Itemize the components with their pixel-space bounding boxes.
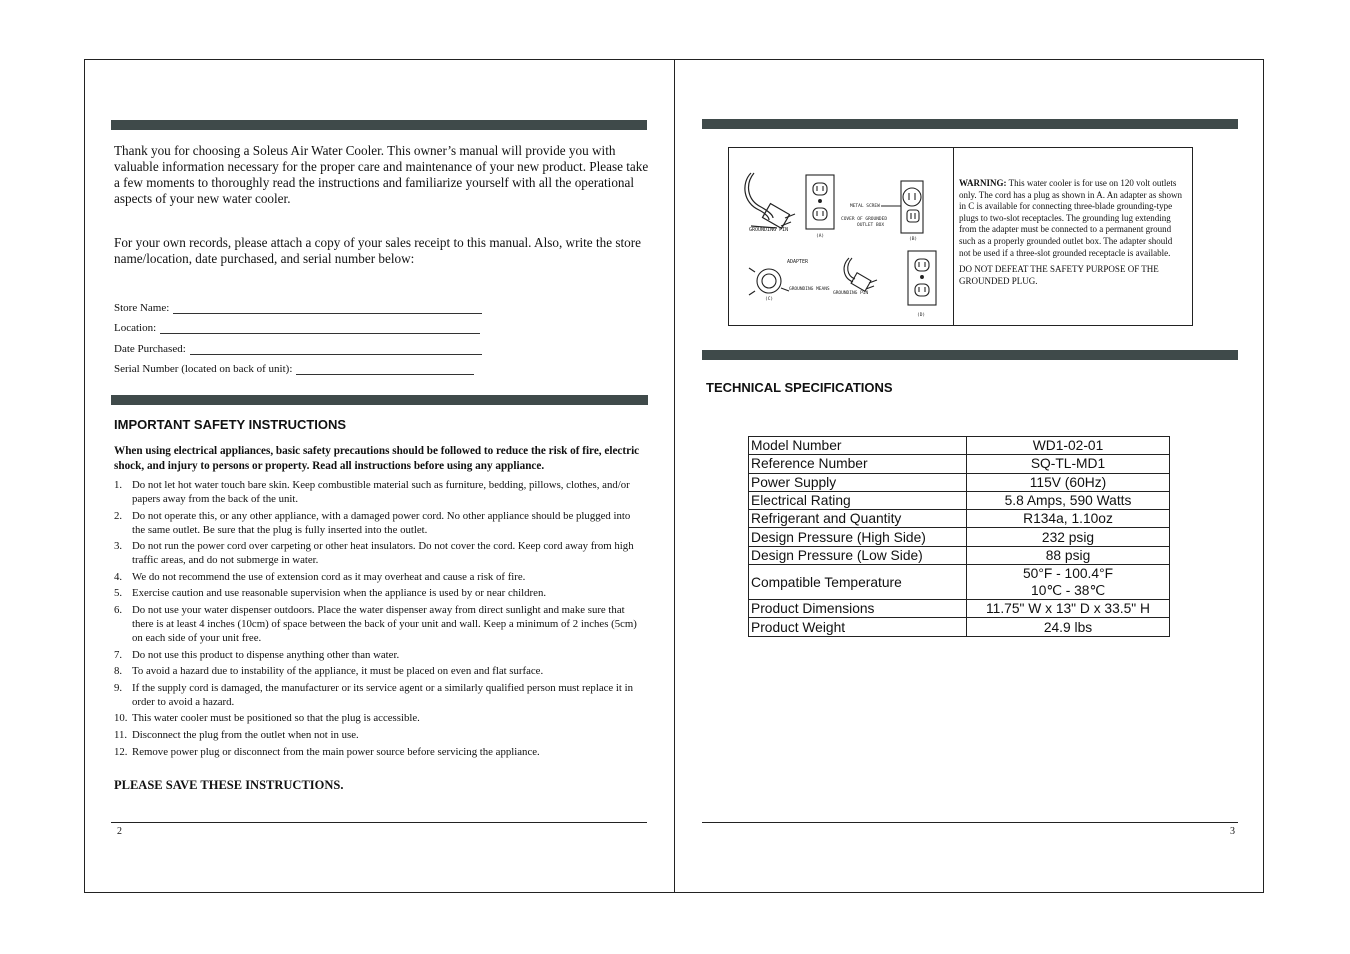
list-item: 6. Do not use your water dispenser outdoors. Place the water dispenser away from direct sunlight and make sure that there is at least 4 inches (10cm) of space between the back of your unit and wall. Keep a minimum of 2 inches (5cm) on each side of your unit free.	[114, 603, 637, 644]
list-item: 7. Do not use this product to dispense anything other than water.	[114, 648, 400, 661]
record-label: Serial Number (located on back of unit):	[114, 363, 293, 376]
list-item: 4. We do not recommend the use of extension cord as it may overheat and cause a risk of fire.	[114, 570, 526, 583]
specs-title: TECHNICAL SPECIFICATIONS	[706, 380, 893, 395]
record-serial-number	[114, 355, 482, 376]
serial-number-line[interactable]	[296, 362, 474, 375]
plug-outlet-diagram	[729, 148, 953, 325]
list-item: 1. Do not let hot water touch bare skin. Keep combustible material such as furniture, bedding, pillows, clothes, and/or papers away from the back of the unit.	[114, 479, 630, 505]
list-item: 12. Remove power plug or disconnect from the main power source before servicing the appliance.	[114, 745, 540, 758]
page-number-right: 3	[1230, 826, 1235, 837]
label-b: (B)	[909, 237, 918, 242]
safety-title: IMPORTANT SAFETY INSTRUCTIONS	[114, 417, 347, 432]
table-row: Electrical Rating 5.8 Amps, 590 Watts	[749, 491, 1170, 509]
table-row: Product Weight 24.9 lbs	[749, 618, 1170, 636]
record-location	[114, 314, 482, 335]
grounding-diagram	[729, 148, 954, 325]
save-instructions-note: PLEASE SAVE THESE INSTRUCTIONS.	[114, 778, 344, 792]
warning-paragraph	[959, 178, 1185, 259]
label-grounding-means: GROUNDING MEANS	[789, 287, 830, 292]
label-cover-grounded: COVER OF GROUNDED	[841, 217, 888, 222]
plug-d-icon	[844, 258, 877, 291]
table-row: Power Supply 115V (60Hz)	[749, 473, 1170, 491]
label-a: (A)	[816, 234, 825, 239]
outlet-a-icon	[806, 175, 834, 229]
label-d: (D)	[917, 313, 926, 318]
specs-table	[748, 436, 1170, 637]
record-store-name	[114, 293, 482, 314]
record-fields	[114, 293, 482, 375]
section-bar-safety	[111, 395, 648, 405]
section-bar-specs	[702, 350, 1238, 360]
list-item: 10. This water cooler must be positioned so that the plug is accessible.	[114, 712, 420, 725]
record-label: Location:	[114, 322, 157, 335]
list-item: 11. Disconnect the plug from the outlet when not in use.	[114, 728, 359, 741]
date-purchased-line[interactable]	[190, 342, 482, 355]
label-grounding-pin-a: GROUNDING PIN	[749, 227, 789, 233]
table-row: Compatible Temperature 50°F - 100.4°F 10℃ - 38℃	[749, 565, 1170, 600]
adapter-b-icon	[881, 181, 923, 233]
safety-lead: When using electrical appliances, basic safety precautions should be followed to reduce the risk of fire, electric shock, and injury to persons or property. Read all instructions before using any appliance.	[114, 445, 640, 472]
table-row: Design Pressure (High Side) 232 psig	[749, 528, 1170, 546]
intro-paragraph: Thank you for choosing a Soleus Air Water Cooler. This owner’s manual will provide you with valuable information necessary for the proper care and maintenance of your new product. Please take a few moments to thoroughly read the instructions and familiarize yourself with all the operational aspects of your new water cooler.	[114, 143, 649, 206]
store-name-line[interactable]	[173, 301, 482, 314]
warning-box	[728, 147, 1193, 326]
table-row: Model Number WD1-02-01	[749, 437, 1170, 455]
page-divider	[674, 59, 675, 893]
warning-text	[959, 178, 1185, 292]
warning-caps: DO NOT DEFEAT THE SAFETY PURPOSE OF THE GROUNDED PLUG.	[959, 264, 1159, 286]
label-metal-screw: METAL SCREW	[850, 204, 880, 209]
outlet-d-icon	[908, 251, 936, 305]
label-adapter: ADAPTER	[787, 259, 809, 265]
label-outlet-box: OUTLET BOX	[857, 223, 885, 228]
warning-body: This water cooler is for use on 120 volt outlets only. The cord has a plug as shown in A. An adapter as shown in C is available for connecting three-blade grounding-type plugs to two-slot receptacles. The grounding lug extending from the adapter must be connected to a permanent ground such as a properly grounded outlet box. The adapter should not be used if a three-slot grounded receptacle is available.	[959, 178, 1182, 258]
records-paragraph: For your own records, please attach a copy of your sales receipt to this manual. Also, write the store name/location, date purchased, and serial number below:	[114, 235, 641, 266]
table-row: Reference Number SQ-TL-MD1	[749, 455, 1170, 473]
table-row: Refrigerant and Quantity R134a, 1.10oz	[749, 510, 1170, 528]
page-number-left: 2	[117, 826, 122, 837]
footer-rule-left	[111, 822, 647, 823]
list-item: 9. If the supply cord is damaged, the manufacturer or its service agent or a similarly qualified person must replace it in order to avoid a hazard.	[114, 681, 633, 708]
section-bar-warning	[702, 119, 1238, 129]
label-c: (C)	[765, 297, 774, 302]
list-item: 2. Do not operate this, or any other appliance, with a damaged power cord. No other appliance should be plugged into the same outlet. Be sure that the plug is fully inserted into the outlet.	[114, 509, 631, 536]
list-item: 3. Do not run the power cord over carpeting or other heat insulators. Do not cover the cord. Keep cord away from high traffic areas, and do not submerge in water.	[114, 540, 634, 567]
record-date-purchased	[114, 334, 482, 355]
location-line[interactable]	[160, 321, 480, 334]
label-grounding-pin-d: GROUNDING PIN	[833, 291, 869, 296]
section-bar-intro	[111, 120, 647, 130]
adapter-c-icon	[749, 268, 789, 295]
record-label: Date Purchased:	[114, 342, 186, 355]
list-item: 8. To avoid a hazard due to instability of the appliance, it must be placed on even and flat surface.	[114, 665, 544, 678]
warning-label: WARNING:	[959, 178, 1007, 188]
list-item: 5. Exercise caution and use reasonable supervision when the appliance is used by or near children.	[114, 587, 547, 600]
table-row: Product Dimensions 11.75" W x 13" D x 33.5" H	[749, 600, 1170, 618]
table-row: Design Pressure (Low Side) 88 psig	[749, 546, 1170, 564]
safety-list	[114, 478, 644, 761]
plug-a-icon	[745, 173, 795, 228]
record-label: Store Name:	[114, 301, 170, 314]
footer-rule-right	[702, 822, 1238, 823]
